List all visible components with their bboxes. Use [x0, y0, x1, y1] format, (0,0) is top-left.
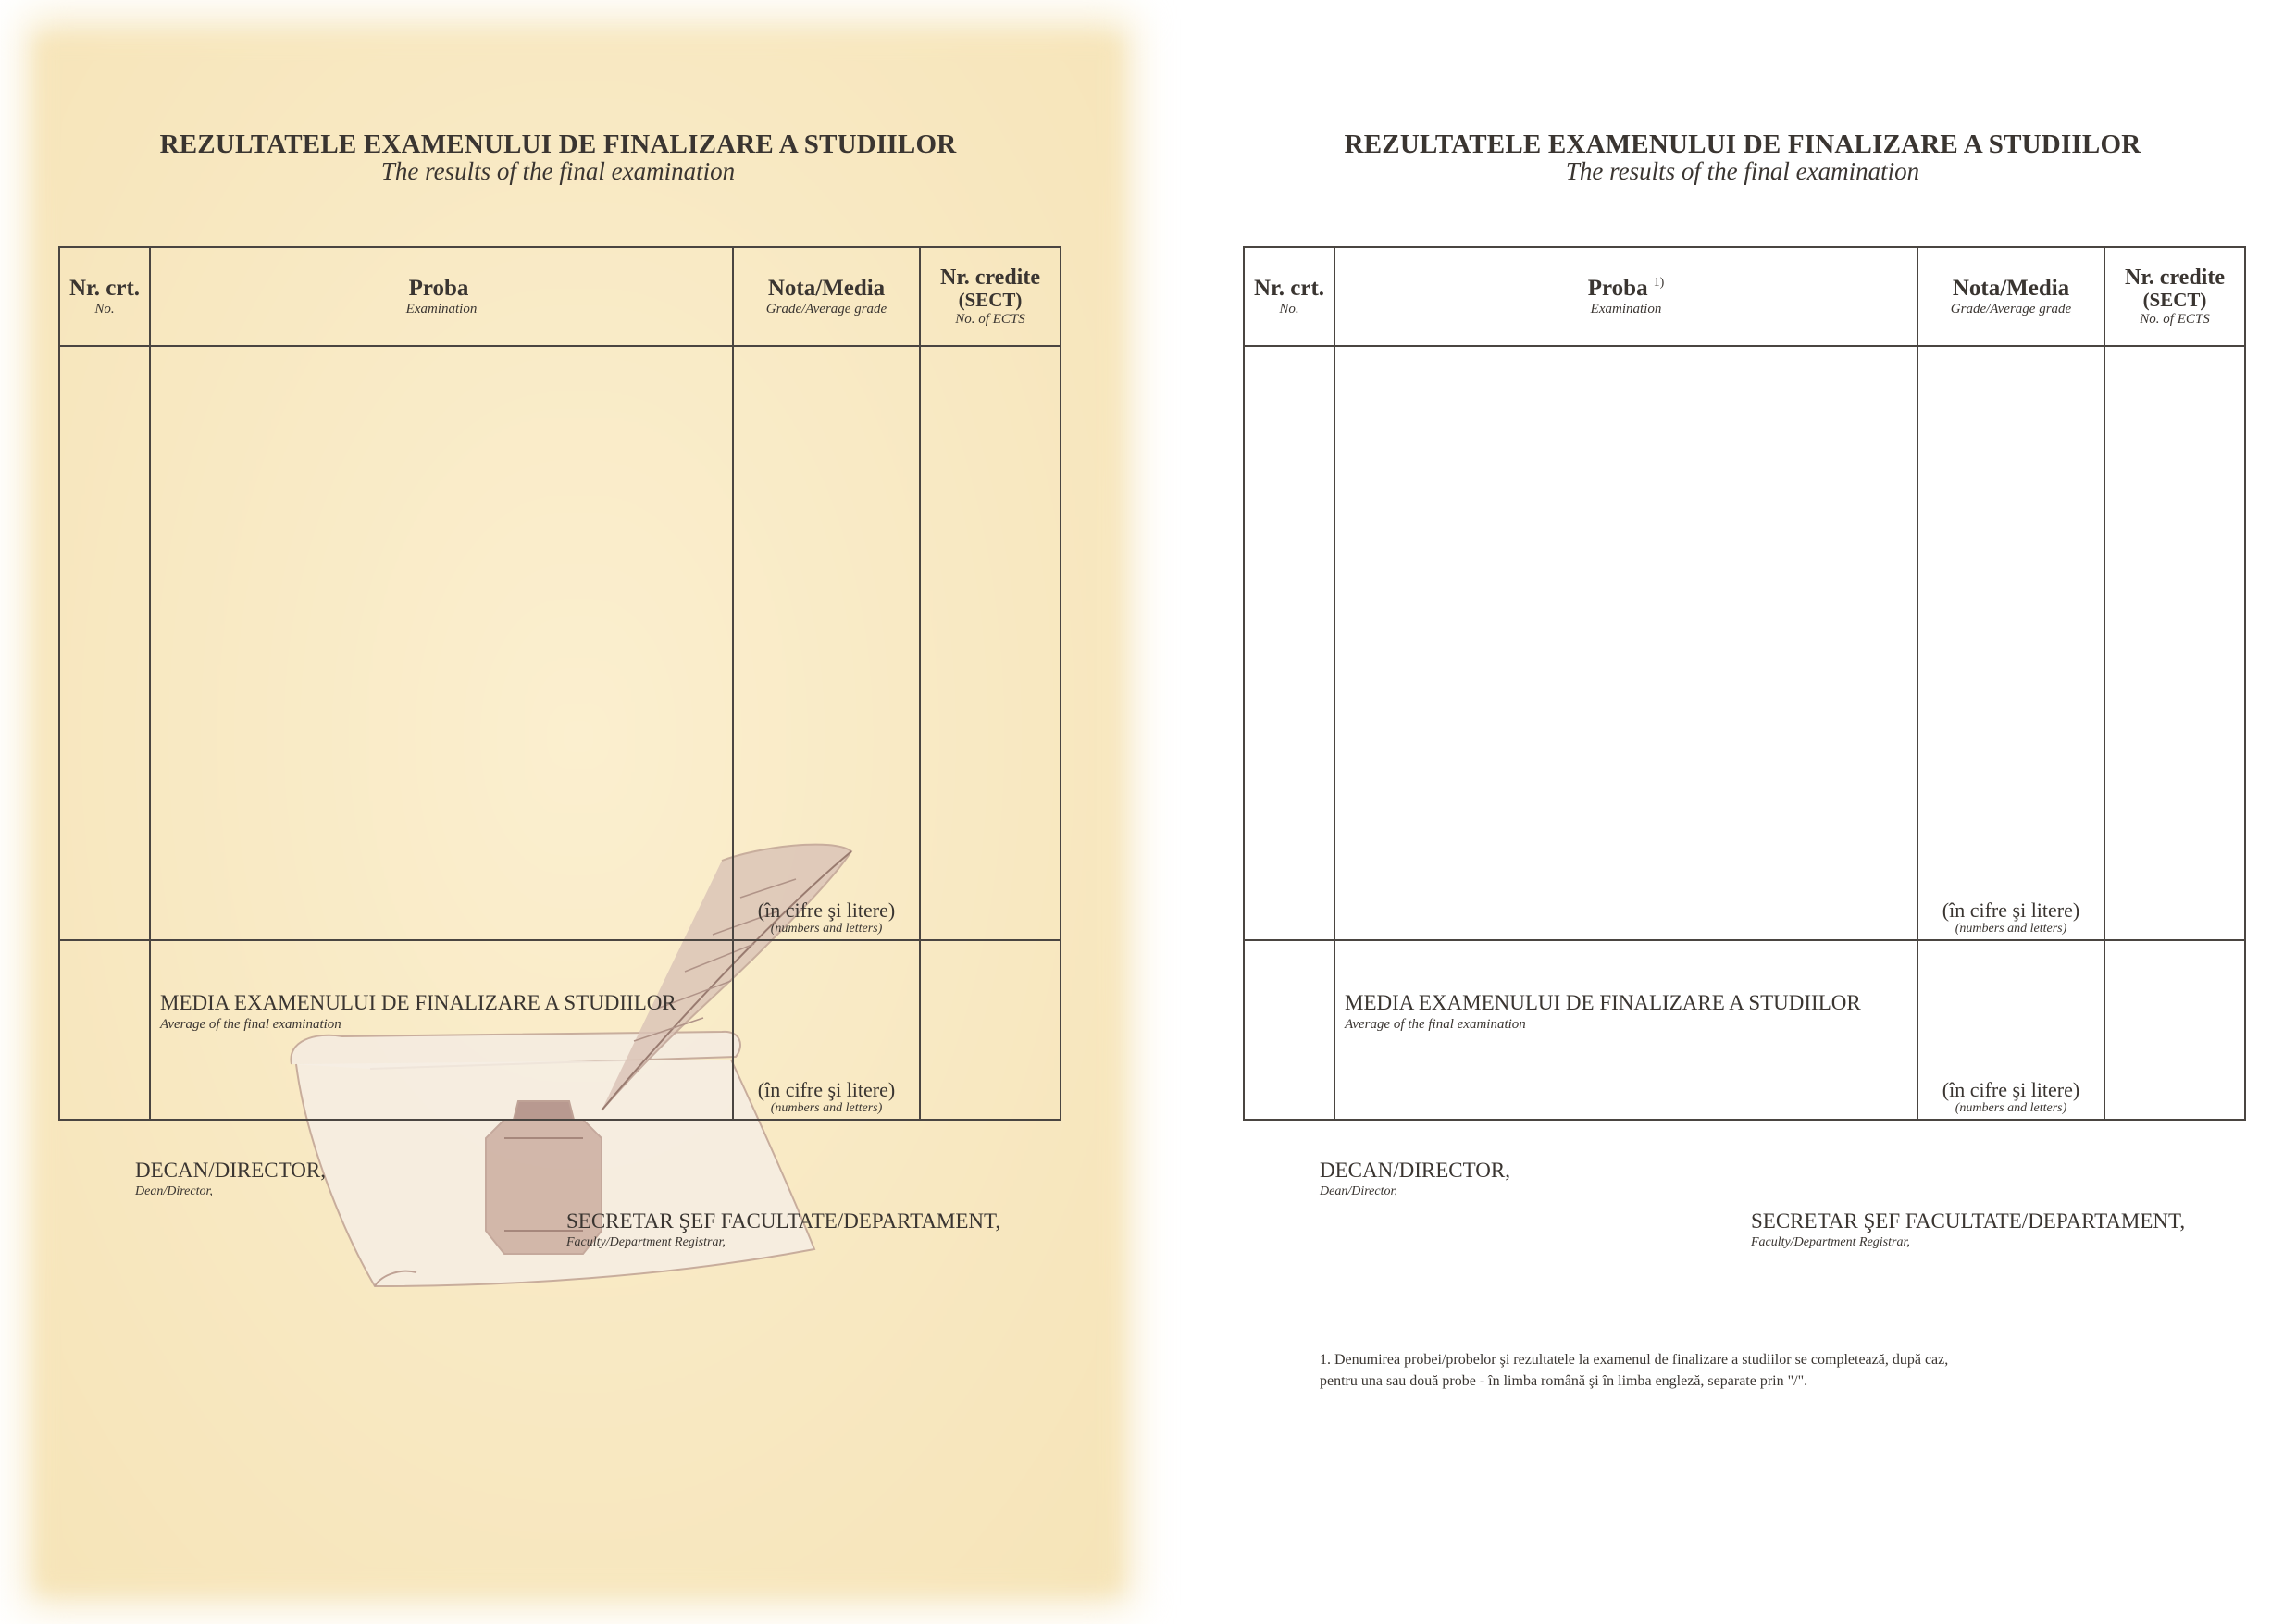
average-row — [1244, 940, 2245, 1120]
numbers-note-ro: (în cifre şi litere) — [1942, 898, 2080, 922]
secretary-label-en: Faculty/Department Registrar, — [566, 1235, 726, 1249]
numbers-note — [1918, 899, 2104, 936]
header-credite-label: Nr. credite — [2125, 265, 2225, 290]
header-credite — [920, 247, 1061, 346]
average-grade-cell — [1917, 940, 2104, 1120]
average-credite-cell — [2104, 940, 2245, 1120]
page-subtitle: The results of the final examination — [1565, 157, 1920, 185]
average-label-cell — [1334, 940, 1917, 1120]
header-proba-sub: Examination — [1590, 302, 1662, 317]
header-proba-text: Proba — [408, 275, 469, 301]
footnote-line-2: pentru una sau două probe - în limba română şi în limba engleză, separate prin "/". — [1320, 1373, 1808, 1390]
header-credite-sub: No. of ECTS — [955, 312, 1025, 328]
average-nr-cell — [59, 940, 150, 1120]
header-nr-sub: No. — [1279, 302, 1299, 317]
header-nota-label: Nota/Media — [1952, 275, 2070, 301]
header-nota — [733, 247, 920, 346]
header-proba — [150, 247, 733, 346]
numbers-note-ro: (în cifre şi litere) — [757, 1077, 896, 1101]
header-nr-label: Nr. crt. — [1253, 275, 1325, 301]
proba-cell — [150, 346, 733, 940]
secretary-signature — [566, 1209, 1000, 1250]
numbers-note — [1918, 1079, 2104, 1116]
dean-label-en: Dean/Director, — [135, 1184, 213, 1198]
average-row — [59, 940, 1061, 1120]
header-proba-sub: Examination — [405, 302, 478, 317]
numbers-note-ro: (în cifre şi litere) — [1942, 1077, 2080, 1101]
header-nota-sub: Grade/Average grade — [1950, 302, 2072, 317]
proba-cell — [1334, 346, 1917, 940]
header-nr-sub: No. — [94, 302, 115, 317]
secretary-label-ro: SECRETAR ŞEF FACULTATE/DEPARTAMENT, — [566, 1209, 1001, 1233]
results-table — [58, 246, 1061, 1121]
footnote-line-1: 1. Denumirea probei/probelor şi rezultatele la examenul de finalizare a studiilor se completează, după caz, — [1320, 1352, 1949, 1368]
nr-cell — [1244, 346, 1334, 940]
secretary-label-ro: SECRETAR ŞEF FACULTATE/DEPARTAMENT, — [1751, 1209, 2186, 1233]
header-credite-label: Nr. credite — [940, 265, 1040, 290]
average-label-ro: MEDIA EXAMENULUI DE FINALIZARE A STUDIILOR — [160, 991, 676, 1014]
header-credite — [2104, 247, 2245, 346]
credite-cell — [2104, 346, 2245, 940]
table-body-row — [59, 346, 1061, 940]
header-credite-sect: (SECT) — [958, 289, 1023, 312]
footnote — [1320, 1349, 1948, 1392]
page-subtitle: The results of the final examination — [380, 157, 736, 185]
average-label-en: Average of the final examination — [1345, 1017, 1526, 1032]
average-label-ro: MEDIA EXAMENULUI DE FINALIZARE A STUDIILOR — [1345, 991, 1861, 1014]
average-credite-cell — [920, 940, 1061, 1120]
numbers-note-en: (numbers and letters) — [1955, 1101, 2067, 1115]
credite-cell — [920, 346, 1061, 940]
page-title: REZULTATELE EXAMENULUI DE FINALIZARE A STUDIILOR — [1344, 130, 2141, 159]
secretary-signature — [1751, 1209, 2185, 1250]
header-proba — [1334, 247, 1917, 346]
header-nota-sub: Grade/Average grade — [765, 302, 887, 317]
table-body-row — [1244, 346, 2245, 940]
header-credite-sect: (SECT) — [2142, 289, 2207, 312]
dean-signature — [135, 1159, 326, 1199]
dean-label-ro: DECAN/DIRECTOR, — [1320, 1159, 1510, 1182]
header-nota — [1917, 247, 2104, 346]
nota-cell — [733, 346, 920, 940]
page-title: REZULTATELE EXAMENULUI DE FINALIZARE A STUDIILOR — [159, 130, 957, 159]
results-table — [1243, 246, 2246, 1121]
numbers-note-en: (numbers and letters) — [770, 1101, 883, 1115]
header-proba-sup: 1) — [1653, 276, 1665, 291]
header-nota-label: Nota/Media — [767, 275, 886, 301]
header-proba-label — [151, 276, 732, 302]
numbers-note — [734, 899, 919, 936]
header-proba-text: Proba — [1587, 275, 1648, 301]
numbers-note-en: (numbers and letters) — [770, 922, 883, 936]
average-label — [160, 991, 676, 1033]
dean-signature — [1320, 1159, 1510, 1199]
header-nr-label: Nr. crt. — [68, 275, 141, 301]
secretary-label-en: Faculty/Department Registrar, — [1751, 1235, 1910, 1249]
nota-cell — [1917, 346, 2104, 940]
numbers-note-ro: (în cifre şi litere) — [757, 898, 896, 922]
numbers-note-en: (numbers and letters) — [1955, 922, 2067, 936]
table-header-row — [59, 247, 1061, 346]
header-nr — [1244, 247, 1334, 346]
average-nr-cell — [1244, 940, 1334, 1120]
header-credite-sub: No. of ECTS — [2140, 312, 2210, 328]
header-proba-label — [1335, 276, 1917, 302]
header-nr — [59, 247, 150, 346]
results-form-right — [1185, 0, 2296, 1624]
dean-label-ro: DECAN/DIRECTOR, — [135, 1159, 326, 1182]
nr-cell — [59, 346, 150, 940]
average-label — [1345, 991, 1861, 1033]
table-header-row — [1244, 247, 2245, 346]
average-label-en: Average of the final examination — [160, 1017, 341, 1032]
average-grade-cell — [733, 940, 920, 1120]
numbers-note — [734, 1079, 919, 1116]
dean-label-en: Dean/Director, — [1320, 1184, 1397, 1198]
right-page — [1185, 0, 2296, 1624]
average-label-cell — [150, 940, 733, 1120]
